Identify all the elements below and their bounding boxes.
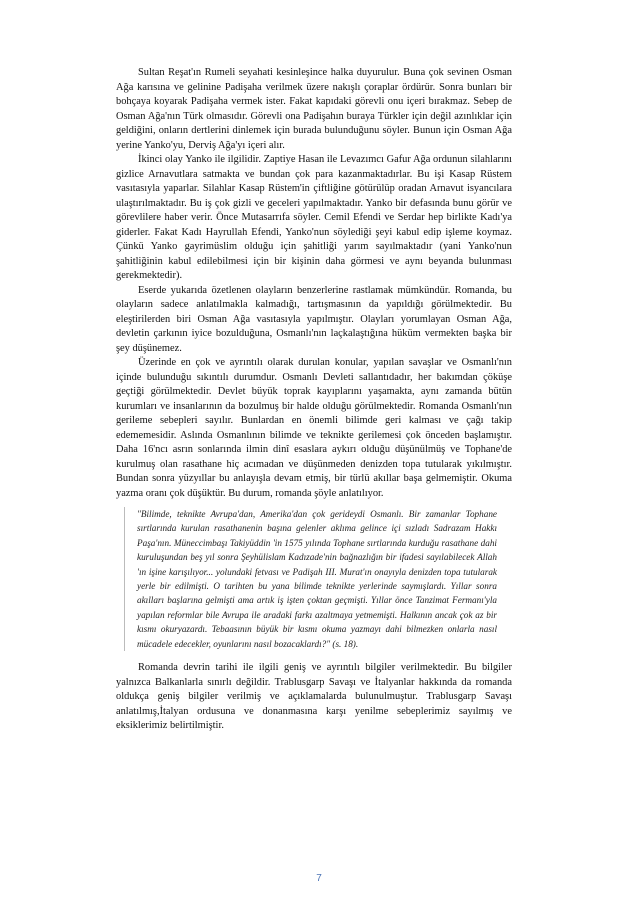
page-number: 7 xyxy=(316,873,322,884)
block-quote xyxy=(124,507,497,651)
paragraph-history-info: Romanda devrin tarihi ile ilgili geniş ve ayrıntılı bilgiler verilmektedir. Bu bilgiler yalnızca Balkanlarla sınırlı değildir. Trablusgarp Savaşı ve İtalyanlar hakkında da romanda oldukça geniş bilgiler verilmiş ve açıklamalarda bulunulmuştur. Trablusgarp Savaşı anlatılmış,İtalyan ordusuna ve donanmasına karşı yenilme sebeplerimiz sayılmış ve eksiklerimiz belirtilmiştir. xyxy=(116,662,512,732)
quote-text: "Bilimde, teknikte Avrupa'dan, Amerika'dan çok gerideydi Osmanlı. Bir zamanlar Tophane sırtlarında kurulan rasathanenin başına gelenler aklıma gelince içi sızladı Sadrazam Hakkı Paşa'nın. Müneccimbaşı Takiyüddin 'in 1575 yılında Tophane sırtlarında kurduğu rasathane dahi kuruluşundan beş yıl sonra Şeyhülislam Kadızade'nin bağnazlığın bir ifadesi sayılabilecek Allah 'ın işine karışılıyor... yolundaki fetvası ve Padişah III. Murat'ın onayıyla denizden topa tutularak yerle bir edilmişti. O tarihten bu yana bilimde teknikte yerlerinde saymışlardı. Yıllar sonra akılları başlarına gelmişti ama artık iş işten çoktan geçmişti. Yıllar önce Tanzimat Fermanı'yla yapılan reformlar bile Avrupa ile aradaki farkı azaltmaya yetmemişti. Halkının ancak çok az bir kısmı okuryazardı. Tebaasının büyük bir kısmı okuma yazmayı dahi bilmezken onlarla nasıl mücadele edecekler, oyunlarını nasıl bozacaklardı?" (s. 18). xyxy=(137,509,497,649)
paragraph-criticism: Eserde yukarıda özetlenen olayların benzerlerine rastlamak mümkündür. Romanda, bu olayların sadece anlatılmakla kalmadığı, tartışmasının da yapıldığı görülmektedir. Bu eleştirilerden biri Osman Ağa vasıtasıyla yapılmıştır. Olayları yorumlayan Osman Ağa, devletin çarkının iyice bozulduğuna, Osmanlı'nın laçkalaştığına hüküm vermekten başka bir şey düşünemez. xyxy=(116,284,512,354)
paragraph-decline-reasons: Üzerinde en çok ve ayrıntılı olarak durulan konular, yapılan savaşlar ve Osmanlı'nın içinde bulunduğu sıkıntılı durumdur. Osmanlı Devleti sallantıdadır, her bakımdan çöküşe geçtiği görülmektedir. Devlet büyük toprak kayıplarını yaşamakta, aynı zamanda bütün kurumları ve insanlarının da bozulmuş bir halde olduğu görülmektedir. Romanda Osmanlı'nın gerileme sebepleri sayılır. Bunlardan en önemli bilimde geri kalması ve çağı takip edememesidir. Aslında Osmanlının bilimde ve teknikte gerilemesi çok önceden başlamıştır. Daha 16'ncı asrın sonlarında ilmin dinî esaslara aykırı olduğu düşünülmüş ve Tophane'de kurulmuş olan rasathane hiç acımadan ve düşünmeden denizden topa tutularak yıkılmıştır. Bundan sonra yüzyıllar bu anlayışla devam etmiş, bir türlü akıllar başa gelmemiştir. Okuma yazma oranı çok düşüktür. Bu durum, romanda şöyle anlatılıyor. xyxy=(116,357,512,499)
document-body xyxy=(116,66,512,734)
paragraph-sultan-resat-visit: Sultan Reşat'ın Rumeli seyahati kesinleşince halka duyurulur. Buna çok sevinen Osman Ağa karısına ve gelinine Padişaha verilmek üzere nakışlı çoraplar ördürür. Sonra bunları bir bohçaya koyarak Padişaha vermek ister. Fakat kapıdaki görevli onu içeri bırakmaz. Sebep de Osman Ağa'nın Türk olmasıdır. Görevli ona Padişahın buraya Türkler için değil azınlıklar için geldiğini, onların dertlerini dinlemek için burada bulunduğunu söyler. Bunun için Osman Ağa yerine Yanko'yu, Derviş Ağa'yı içeri alır. xyxy=(116,67,512,151)
paragraph-yanko-incident: İkinci olay Yanko ile ilgilidir. Zaptiye Hasan ile Levazımcı Gafur Ağa ordunun silahlarını gizlice Arnavutlara satmakta ve bundan çok para kazanmaktadırlar. Bu işi Kasap Rüstem vasıtasıyla yaparlar. Silahlar Kasap Rüstem'in çiftliğine götürülüp oradan Arnavut isyancılara ulaştırılmaktadır. Bu iş çok gizli ve geceleri yapılmaktadır. Yanko bir defasında bunu görür ve görevlilere haber verir. Önce Mutasarrıfa söyler. Cemil Efendi ve Serdar hep birlikte Kadı'ya giderler. Fakat Kadı Hayrullah Efendi, Yanko'nun söylediği şeyi kabul edip işleme koymaz. Çünkü Yanko gayrimüslim olduğu için şahitliği yarım sayılmaktadır (yani Yanko'nun şahitliğinin kabul edilebilmesi için bir kişinin daha görmesi ve aynı beyanda bulunması gerekmektedir). xyxy=(116,154,512,281)
